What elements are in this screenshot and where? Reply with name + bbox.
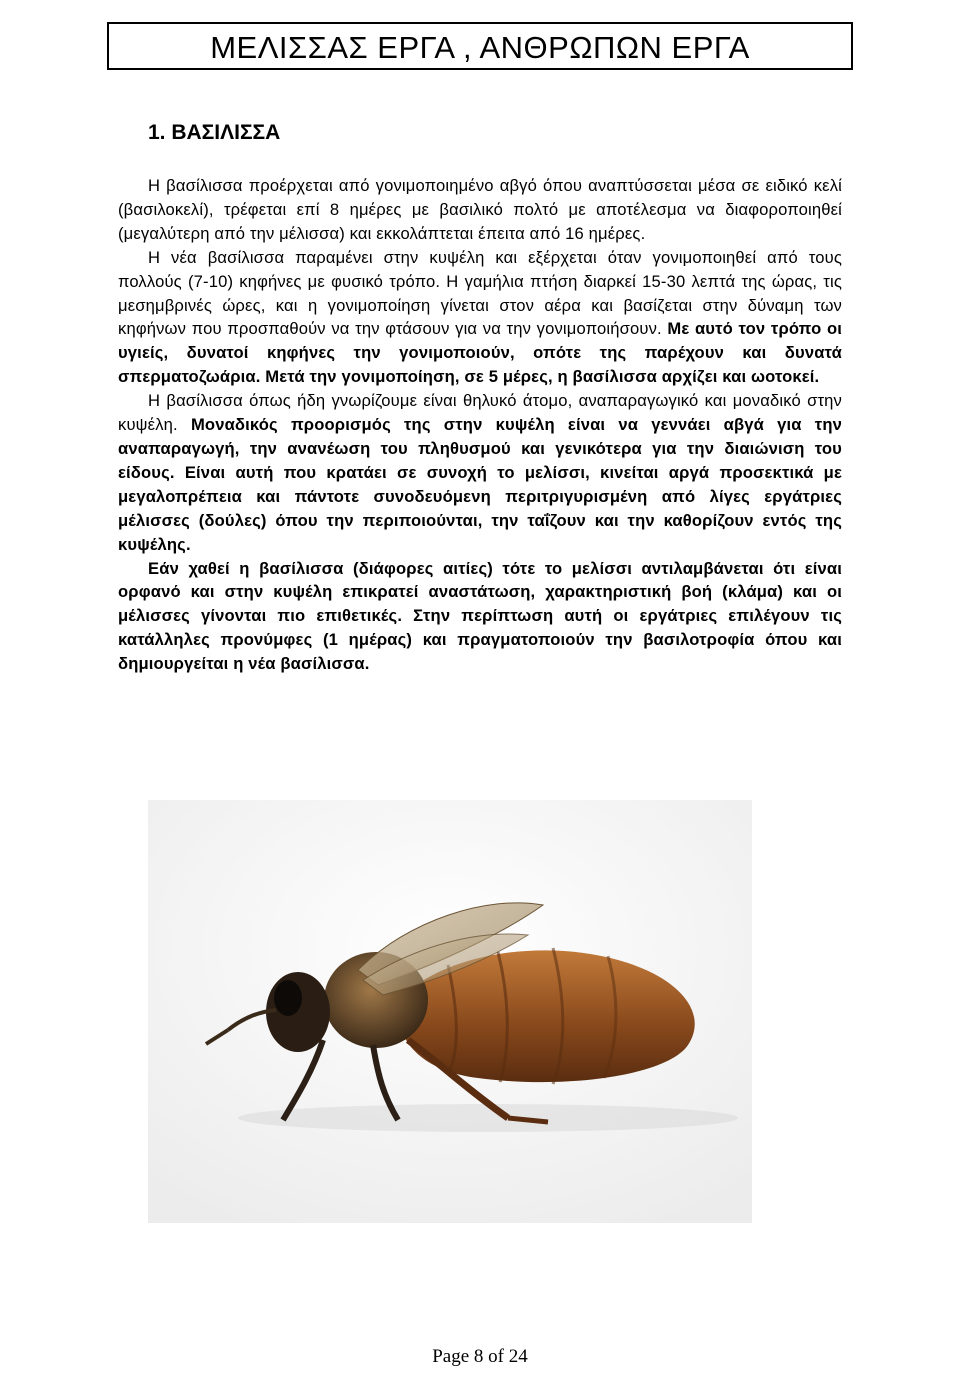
section-heading: 1. ΒΑΣΙΛΙΣΣΑ bbox=[148, 121, 281, 144]
paragraph-role-text: Η βασίλισσα όπως ήδη γνωρίζουμε είναι θηλυκό άτομο, αναπαραγωγικό και μοναδικό στην κυψέλη. bbox=[118, 391, 842, 435]
paragraph-mating-flight-bold: Με αυτό τον τρόπο οι υγιείς, δυνατοί κηφήνες την γονιμοποιούν, οπότε της παρέχουν και δυνατά σπερματοζωάρια. Μετά την γονιμοποίηση, σε 5 μέρες, η βασίλισσα αρχίζει και ωοτοκεί. bbox=[118, 319, 842, 387]
header-box bbox=[107, 22, 853, 70]
page-title: ΜΕΛΙΣΣΑΣ ΕΡΓΑ , ΑΝΘΡΩΠΩΝ ΕΡΓΑ bbox=[210, 30, 750, 65]
body-text bbox=[118, 174, 842, 676]
paragraph-origin: Η βασίλισσα προέρχεται από γονιμοποιημένο αβγό όπου αναπτύσσεται μέσα σε ειδικό κελί (βασιλοκελί), τρέφεται επί 8 ημέρες με βασιλικό πολτό με αποτέλεσμα να διαφοροποιηθεί (μεγαλύτερη από την μέλισσα) και εκκολάπτεται έπειτα από 16 ημέρες. bbox=[118, 176, 842, 243]
paragraph-role bbox=[118, 389, 842, 556]
page-footer: Page 8 of 24 bbox=[432, 1346, 528, 1367]
queen-bee-illustration bbox=[148, 800, 752, 1223]
paragraph-orphan-colony: Εάν χαθεί η βασίλισσα (διάφορες αιτίες) τότε το μελίσσι αντιλαμβάνεται ότι είναι ορφανό και στην κυψέλη επικρατεί αναστάτωση, χαρακτηριστική βοή (κλάμα) και οι μέλισσες γίνονται πιο επιθετικές. Στην περίπτωση αυτή οι εργάτριες επιλέγουν τις κατάλληλες προνύμφες (1 ημέρας) και πραγματοποιούν την βασιλοτροφία όπου και δημιουργείται η νέα βασίλισσα. bbox=[118, 558, 842, 674]
paragraph-mating-flight bbox=[118, 246, 842, 389]
paragraph-role-bold: Μοναδικός προορισμός της στην κυψέλη είναι να γεννάει αβγά για την αναπαραγωγή, την ανανέωση του πληθυσμού και γενικότερα για την διαιώνιση του είδους. Είναι αυτή που κρατάει σε συνοχή το μελίσσι, κινείται αργά προσεκτικά με μεγαλοπρέπεια και πάντοτε συνοδευόμενη περιτριγυρισμένη από λίγες εργάτριες μέλισσες (δούλες) όπου την περιποιούνται, την ταΐζουν και την καθορίζουν εντός της κυψέλης. bbox=[118, 415, 842, 554]
paragraph-mating-flight-text: Η νέα βασίλισσα παραμένει στην κυψέλη και εξέρχεται όταν γονιμοποιηθεί από τους πολλούς (7-10) κηφήνες με φυσικό τρόπο. Η γαμήλια πτήση διαρκεί 15-30 λεπτά της ώρας, τις μεσημβρινές ώρες, και η γονιμοποίηση γίνεται στον αέρα και βασίζεται στην δύναμη των κηφήνων που προσπαθούν να την φτάσουν για να την γονιμοποιήσουν. bbox=[118, 247, 842, 339]
queen-bee-photo bbox=[148, 800, 752, 1223]
